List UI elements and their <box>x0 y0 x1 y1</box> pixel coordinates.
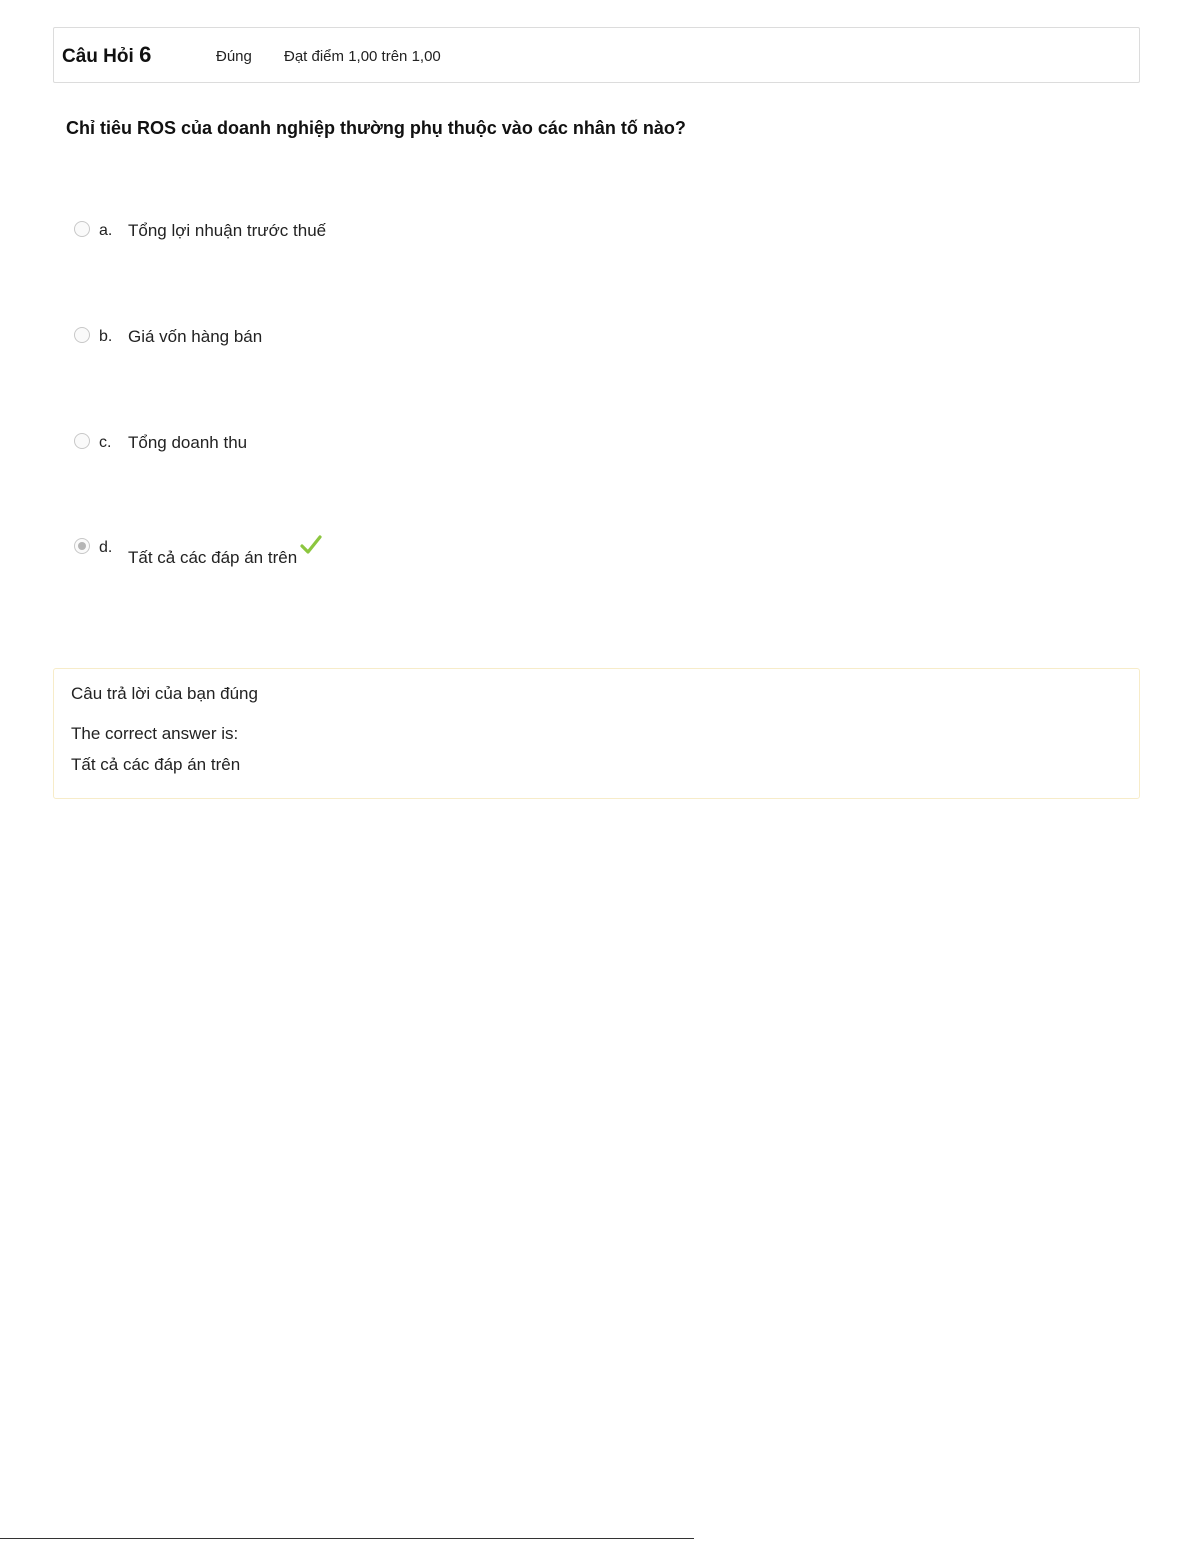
feedback-result: Câu trả lời của bạn đúng <box>71 684 258 703</box>
answer-option-c[interactable] <box>72 432 672 462</box>
option-letter-c: c. <box>99 434 112 451</box>
option-text-d[interactable]: Tất cả các đáp án trên <box>128 548 298 567</box>
question-text: Chỉ tiêu ROS của doanh nghiệp thường phụ thuộc vào các nhân tố nào? <box>66 118 686 138</box>
feedback-box <box>53 668 1140 799</box>
option-letter-b: b. <box>99 328 113 345</box>
question-number <box>62 42 151 68</box>
correct-answer-value: Tất cả các đáp án trên <box>71 755 241 774</box>
option-text-b[interactable]: Giá vốn hàng bán <box>128 327 263 346</box>
radio-button-d[interactable] <box>74 538 90 554</box>
answer-option-b[interactable] <box>72 326 672 356</box>
correct-answer-label: The correct answer is: <box>71 724 239 743</box>
answer-option-a[interactable] <box>72 220 672 250</box>
radio-button-a[interactable] <box>74 221 90 237</box>
option-text-c[interactable]: Tổng doanh thu <box>128 433 248 452</box>
question-label: Câu Hỏi <box>62 46 134 67</box>
option-text-a[interactable]: Tổng lợi nhuận trước thuế <box>128 221 327 240</box>
option-letter-d: d. <box>99 539 113 556</box>
radio-button-c[interactable] <box>74 433 90 449</box>
question-state: Đúng <box>216 48 252 65</box>
page-bottom-divider <box>0 1538 694 1539</box>
radio-button-b[interactable] <box>74 327 90 343</box>
question-number-value: 6 <box>139 42 152 67</box>
question-grade: Đạt điểm 1,00 trên 1,00 <box>284 48 441 65</box>
check-icon <box>299 533 323 557</box>
answer-option-d[interactable] <box>72 537 672 567</box>
option-letter-a: a. <box>99 222 113 239</box>
question-info-header <box>53 27 1140 83</box>
